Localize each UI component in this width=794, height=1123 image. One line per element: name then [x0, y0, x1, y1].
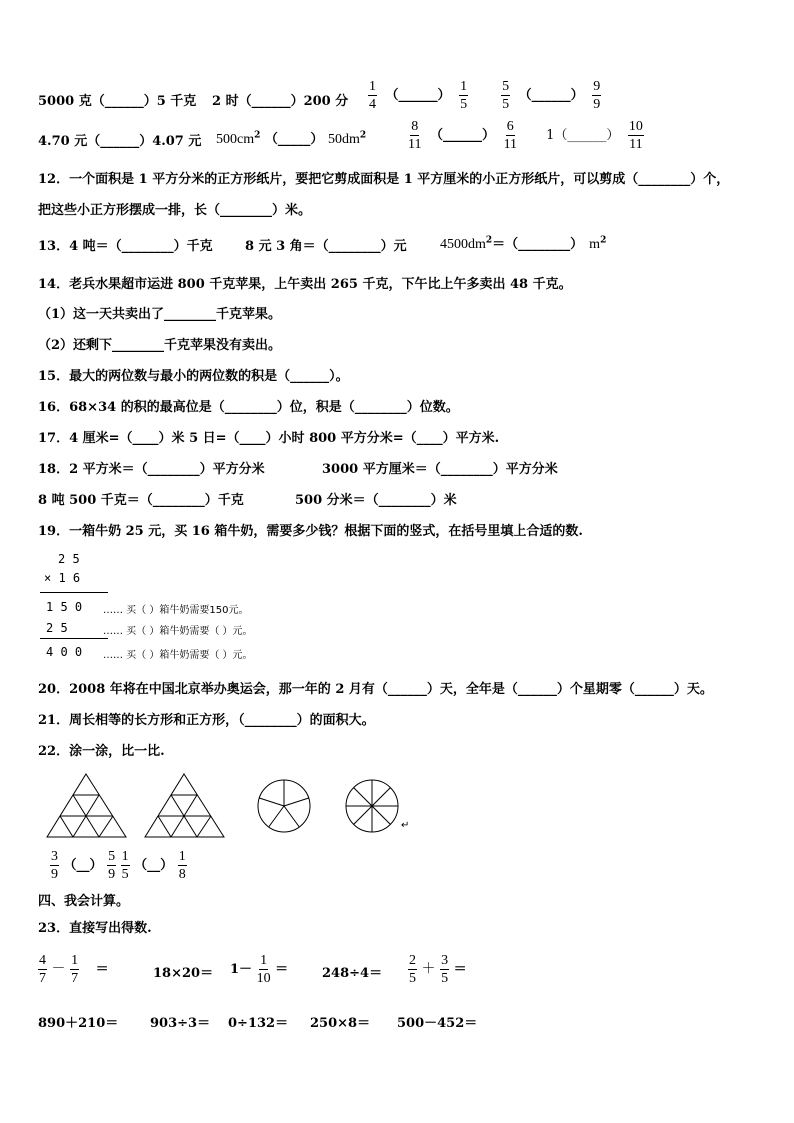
- superscript: 2: [359, 130, 367, 141]
- question-13-b: 8 元 3 角＝（________）元: [245, 239, 407, 254]
- product: 4 0 0: [46, 645, 83, 659]
- explanation-3: …… 买（ ）箱牛奶需要（ ）元。: [103, 650, 253, 661]
- expr-903div3: 903÷3＝: [150, 1016, 211, 1031]
- expr-prefix: 1－: [230, 962, 253, 977]
- expr-0div132: 0÷132＝: [228, 1016, 289, 1031]
- question-13-a: 13．4 吨＝（________）千克: [38, 239, 213, 254]
- expr-890plus210: 890＋210＝: [38, 1016, 119, 1031]
- divider: [40, 638, 108, 639]
- triangle-grid-2: [144, 773, 226, 839]
- blank[interactable]: （__）: [134, 858, 174, 873]
- multiplier: × 1 6: [44, 571, 81, 585]
- divider: [40, 592, 108, 593]
- area-value: 500cm: [216, 132, 255, 147]
- partial-product-1: 1 5 0: [46, 600, 83, 614]
- fraction: $\frac{1}{5}$: [121, 849, 129, 882]
- row2-compare-a: 4.70 元（______）4.07 元: [38, 134, 202, 149]
- question-22-stem: 22．涂一涂，比一比.: [38, 744, 165, 759]
- question-14-part1: （1）这一天共卖出了________千克苹果。: [38, 307, 282, 322]
- equals: ＝: [275, 962, 289, 977]
- fraction: $\frac{6}{11}$: [503, 119, 518, 152]
- equals: ＝: [453, 962, 467, 977]
- question-13-c: $4500dm^2=(\_\_\_\_\_\_\_\_)$ $m^2$: [440, 235, 607, 252]
- explanation-1: …… 买（ ）箱牛奶需要150元。: [103, 605, 249, 616]
- expr-18x20: 18×20＝: [153, 966, 214, 981]
- question-15: 15．最大的两位数与最小的两位数的积是（______）。: [38, 369, 349, 384]
- question-12-line1: 12．一个面积是 1 平方分米的正方形纸片，要把它剪成面积是 1 平方厘米的小正方形纸片，可以剪成（________）个，: [38, 172, 730, 187]
- fraction: $\frac{4}{7}$: [39, 953, 46, 986]
- equals: ＝: [95, 962, 109, 977]
- fraction: $\frac{9}{9}$: [593, 79, 601, 112]
- blank[interactable]: 1（______）: [546, 128, 620, 143]
- superscript: 2: [254, 130, 261, 141]
- fraction: $\frac{8}{11}$: [408, 119, 422, 152]
- question-18-c: 8 吨 500 千克＝（________）千克: [38, 493, 244, 508]
- expr-500minus452: 500－452＝: [397, 1016, 478, 1031]
- fraction: $\frac{2}{5}$: [409, 953, 416, 986]
- blank[interactable]: （______）: [518, 88, 584, 103]
- fraction: $\frac{10}{11}$: [628, 119, 643, 152]
- circle-five-parts: [256, 778, 312, 834]
- question-18-a: 18．2 平方米＝（________）平方分米: [38, 462, 265, 477]
- question-21: 21．周长相等的长方形和正方形，（________）的面积大。: [38, 713, 375, 728]
- question-23-stem: 23．直接写出得数.: [38, 921, 152, 936]
- fraction: $\frac{3}{5}$: [441, 953, 449, 986]
- question-20: 20．2008 年将在中国北京举办奥运会，那一年的 2 月有（______）天，全年是（______）个星期零（______）天。: [38, 682, 713, 697]
- explanation-2: …… 买（ ）箱牛奶需要（ ）元。: [103, 626, 253, 637]
- fraction: $\frac{1}{7}$: [71, 953, 79, 986]
- fraction: $\frac{1}{10}$: [256, 953, 271, 986]
- question-17: 17．4 厘米=（____）米 5 日=（____）小时 800 平方分米=（____）平方米.: [38, 431, 500, 446]
- fraction: $\frac{5}{5}$: [502, 79, 510, 112]
- fraction: $\frac{5}{9}$: [108, 849, 116, 882]
- expr-250x8: 250×8＝: [310, 1016, 371, 1031]
- question-12-line2: 把这些小正方形摆成一排，长（________）米。: [38, 203, 312, 218]
- question-18-d: 500 分米＝（________）米: [295, 493, 457, 508]
- fraction: $\frac{1}{8}$: [178, 849, 186, 882]
- return-mark: ↵: [401, 820, 410, 831]
- multiplicand: 2 5: [58, 552, 80, 566]
- expr-248div4: 248÷4＝: [322, 966, 383, 981]
- blank[interactable]: （__）: [63, 858, 103, 873]
- blank[interactable]: （______）: [430, 128, 496, 143]
- question-18-b: 3000 平方厘米＝（________）平方分米: [322, 462, 558, 477]
- section-4-title: 四、我会计算。: [38, 894, 130, 909]
- circle-eight-parts: [344, 778, 400, 834]
- question-14-part2: （2）还剩下________千克苹果没有卖出。: [38, 338, 282, 353]
- blank[interactable]: （_____）: [264, 132, 324, 147]
- question-14-stem: 14．老兵水果超市运进 800 千克苹果，上午卖出 265 千克，下午比上午多卖出 48 千克。: [38, 277, 572, 292]
- fraction: $\frac{3}{9}$: [51, 849, 58, 882]
- fraction: $\frac{1}{4}$: [369, 79, 376, 112]
- row1-compare-b: 2 时（______）200 分: [212, 94, 349, 109]
- row1-compare-a: 5000 克（______）5 千克: [38, 94, 197, 109]
- question-19-stem: 19．一箱牛奶 25 元，买 16 箱牛奶，需要多少钱？根据下面的竖式，在括号里填上合适的数.: [38, 524, 583, 539]
- blank[interactable]: （______）: [385, 88, 451, 103]
- question-16: 16．68×34 的积的最高位是（________）位，积是（________）位数。: [38, 400, 459, 415]
- triangle-grid-1: [46, 773, 128, 839]
- fraction: $\frac{1}{5}$: [460, 79, 468, 112]
- area-value: 50dm: [327, 132, 360, 147]
- partial-product-2: 2 5: [46, 621, 68, 635]
